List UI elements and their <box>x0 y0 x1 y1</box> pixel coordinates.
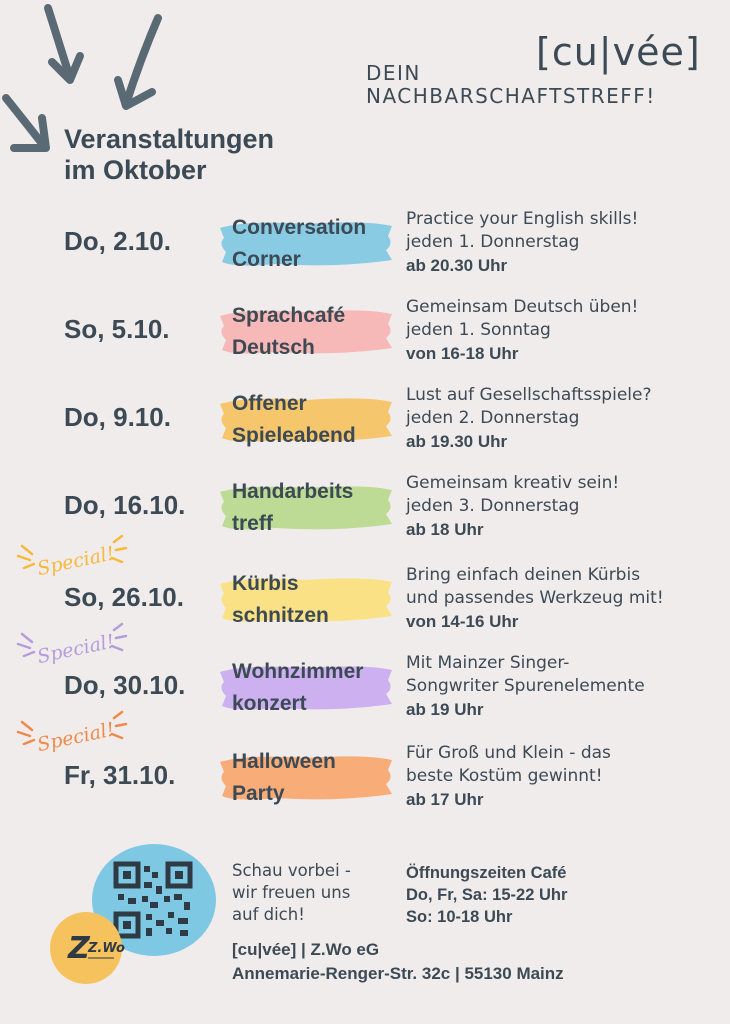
event-time: von 14-16 Uhr <box>406 612 519 631</box>
svg-text:Z.Wo: Z.Wo <box>88 941 125 956</box>
event-title <box>232 476 402 540</box>
event-time: ab 19 Uhr <box>406 700 484 719</box>
event-title <box>232 656 402 720</box>
event-description <box>406 208 706 277</box>
event-description-line-1: Bring einfach deinen Kürbis <box>406 565 641 585</box>
event-title-line-2: Corner <box>232 248 301 271</box>
event-title <box>232 388 402 452</box>
tagline <box>366 62 656 108</box>
event-title-line-2: treff <box>232 512 273 535</box>
special-badge-label: Special! <box>35 718 117 756</box>
event-description-line-1: Mit Mainzer Singer- <box>406 653 570 673</box>
special-badge-label: Special! <box>35 542 117 580</box>
event-title-line-1: Offener <box>232 392 307 415</box>
brand-logo: [cu|vée] <box>536 30 701 74</box>
special-badge <box>14 622 130 668</box>
welcome-line-1: Schau vorbei - <box>232 861 351 880</box>
page-title <box>64 124 274 186</box>
title-line-1: Veranstaltungen <box>64 124 275 154</box>
event-title <box>232 212 402 276</box>
event-time: ab 20.30 Uhr <box>406 256 508 275</box>
event-title <box>232 568 402 632</box>
welcome-text <box>232 860 351 926</box>
event-description-line-2: jeden 2. Donnerstag <box>406 408 580 428</box>
event-title-line-1: Conversation <box>232 216 367 239</box>
event-description-line-2: jeden 3. Donnerstag <box>406 496 580 516</box>
event-description-line-1: Practice your English skills! <box>406 209 639 229</box>
tagline-line-1: DEIN <box>366 61 421 85</box>
tagline-line-2: NACHBARSCHAFTSTREFF! <box>366 84 656 108</box>
event-description <box>406 472 706 541</box>
event-time: ab 18 Uhr <box>406 520 484 539</box>
event-row <box>0 743 730 836</box>
title-line-2: im Oktober <box>64 155 207 185</box>
event-time: ab 17 Uhr <box>406 790 484 809</box>
event-description <box>406 296 706 365</box>
special-badge <box>14 710 130 756</box>
event-title-line-2: Deutsch <box>232 336 315 359</box>
event-title-line-1: Halloween <box>232 750 336 773</box>
event-title-line-2: Spieleabend <box>232 424 356 447</box>
event-description-line-2: Songwriter Spurenelemente <box>406 676 645 696</box>
event-date: So, 5.10. <box>64 314 170 344</box>
event-description-line-2: jeden 1. Donnerstag <box>406 232 580 252</box>
event-description <box>406 652 706 721</box>
special-badge-label: Special! <box>35 630 117 668</box>
event-row <box>0 297 730 390</box>
event-title-line-2: Party <box>232 782 285 805</box>
event-title-line-1: Kürbis <box>232 572 299 595</box>
event-row <box>0 385 730 478</box>
event-title-line-1: Handarbeits <box>232 480 354 503</box>
welcome-line-3: auf dich! <box>232 905 305 924</box>
opening-hours-line-2: So: 10-18 Uhr <box>406 908 513 926</box>
event-description <box>406 564 706 633</box>
event-description-line-1: Lust auf Gesellschaftsspiele? <box>406 385 652 405</box>
event-title <box>232 746 402 810</box>
event-date: Fr, 31.10. <box>64 760 176 790</box>
event-description-line-1: Gemeinsam kreativ sein! <box>406 473 620 493</box>
event-time: von 16-18 Uhr <box>406 344 519 363</box>
svg-text:Z: Z <box>68 931 90 966</box>
welcome-line-2: wir freuen uns <box>232 883 351 902</box>
event-title-line-1: Sprachcafé <box>232 304 346 327</box>
event-date: Do, 16.10. <box>64 490 186 520</box>
event-description-line-2: beste Kostüm gewinnt! <box>406 766 603 786</box>
opening-hours <box>406 862 567 928</box>
event-description <box>406 742 706 811</box>
event-description-line-2: und passendes Werkzeug mit! <box>406 588 664 608</box>
event-row <box>0 209 730 302</box>
special-badge <box>14 534 130 580</box>
event-description <box>406 384 706 453</box>
event-date: Do, 30.10. <box>64 670 186 700</box>
event-title <box>232 300 402 364</box>
event-title-line-2: schnitzen <box>232 604 329 627</box>
event-description-line-1: Für Groß und Klein - das <box>406 743 611 763</box>
zwo-logo <box>46 908 126 988</box>
event-description-line-2: jeden 1. Sonntag <box>406 320 551 340</box>
event-date: Do, 9.10. <box>64 402 171 432</box>
event-title-line-2: konzert <box>232 692 307 715</box>
opening-hours-line-1: Do, Fr, Sa: 15-22 Uhr <box>406 886 568 904</box>
event-description-line-1: Gemeinsam Deutsch üben! <box>406 297 639 317</box>
address-block <box>232 938 564 986</box>
opening-hours-title: Öffnungszeiten Café <box>406 864 567 882</box>
event-date: Do, 2.10. <box>64 226 171 256</box>
organization-name: [cu|vée] | Z.Wo eG <box>232 940 380 959</box>
event-date: So, 26.10. <box>64 582 184 612</box>
address: Annemarie-Renger-Str. 32c | 55130 Mainz <box>232 964 564 983</box>
event-time: ab 19.30 Uhr <box>406 432 508 451</box>
event-title-line-1: Wohnzimmer <box>232 660 364 683</box>
